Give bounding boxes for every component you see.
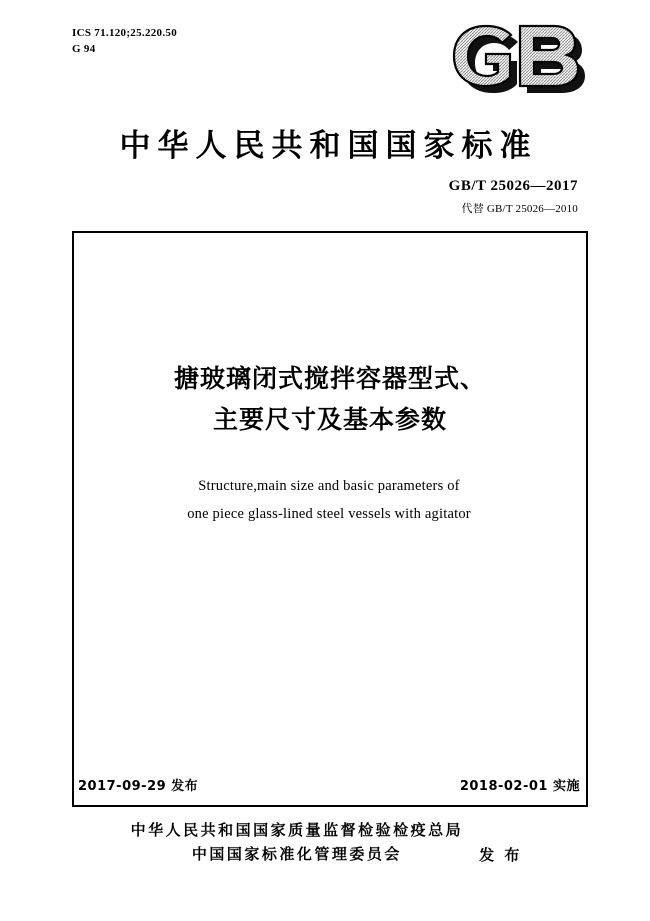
issue-action-label: 发 布 <box>479 845 522 864</box>
issuing-authorities <box>0 818 650 867</box>
document-title-en <box>80 472 578 529</box>
document-title-cn <box>90 358 570 441</box>
ccs-code: G 94 <box>72 42 96 55</box>
issuer-line-1: 中华人民共和国国家质量监督检验检疫总局 <box>130 821 464 839</box>
document-title-en-line2: one piece glass-lined steel vessels with agitator <box>187 506 471 523</box>
national-standard-title: 中华人民共和国国家标准 <box>119 128 538 164</box>
issue-date: 2017-09-29 发布 <box>78 779 199 794</box>
issuer-line-2: 中国国家标准化管理委员会 <box>191 845 402 864</box>
gb-logo <box>448 22 588 94</box>
standard-number-replaces: 代替 GB/T 25026—2010 <box>461 203 578 215</box>
standard-number-block <box>449 178 578 216</box>
bottom-divider <box>72 805 588 807</box>
date-row <box>78 775 580 794</box>
implementation-date: 2018-02-01 实施 <box>459 779 580 794</box>
document-title-cn-line1: 搪玻璃闭式搅拌容器型式、 <box>173 364 486 393</box>
document-title-cn-line2: 主要尺寸及基本参数 <box>212 405 447 435</box>
left-border-rule <box>72 231 74 805</box>
standard-number: GB/T 25026—2017 <box>448 178 578 194</box>
top-divider <box>72 231 588 233</box>
right-border-rule <box>586 231 588 805</box>
ics-code: ICS 71.120;25.220.50 <box>72 27 178 39</box>
ics-classification-block <box>72 26 177 58</box>
issuer-names <box>128 818 463 867</box>
document-title-en-line1: Structure,main size and basic parameters of <box>198 478 460 494</box>
